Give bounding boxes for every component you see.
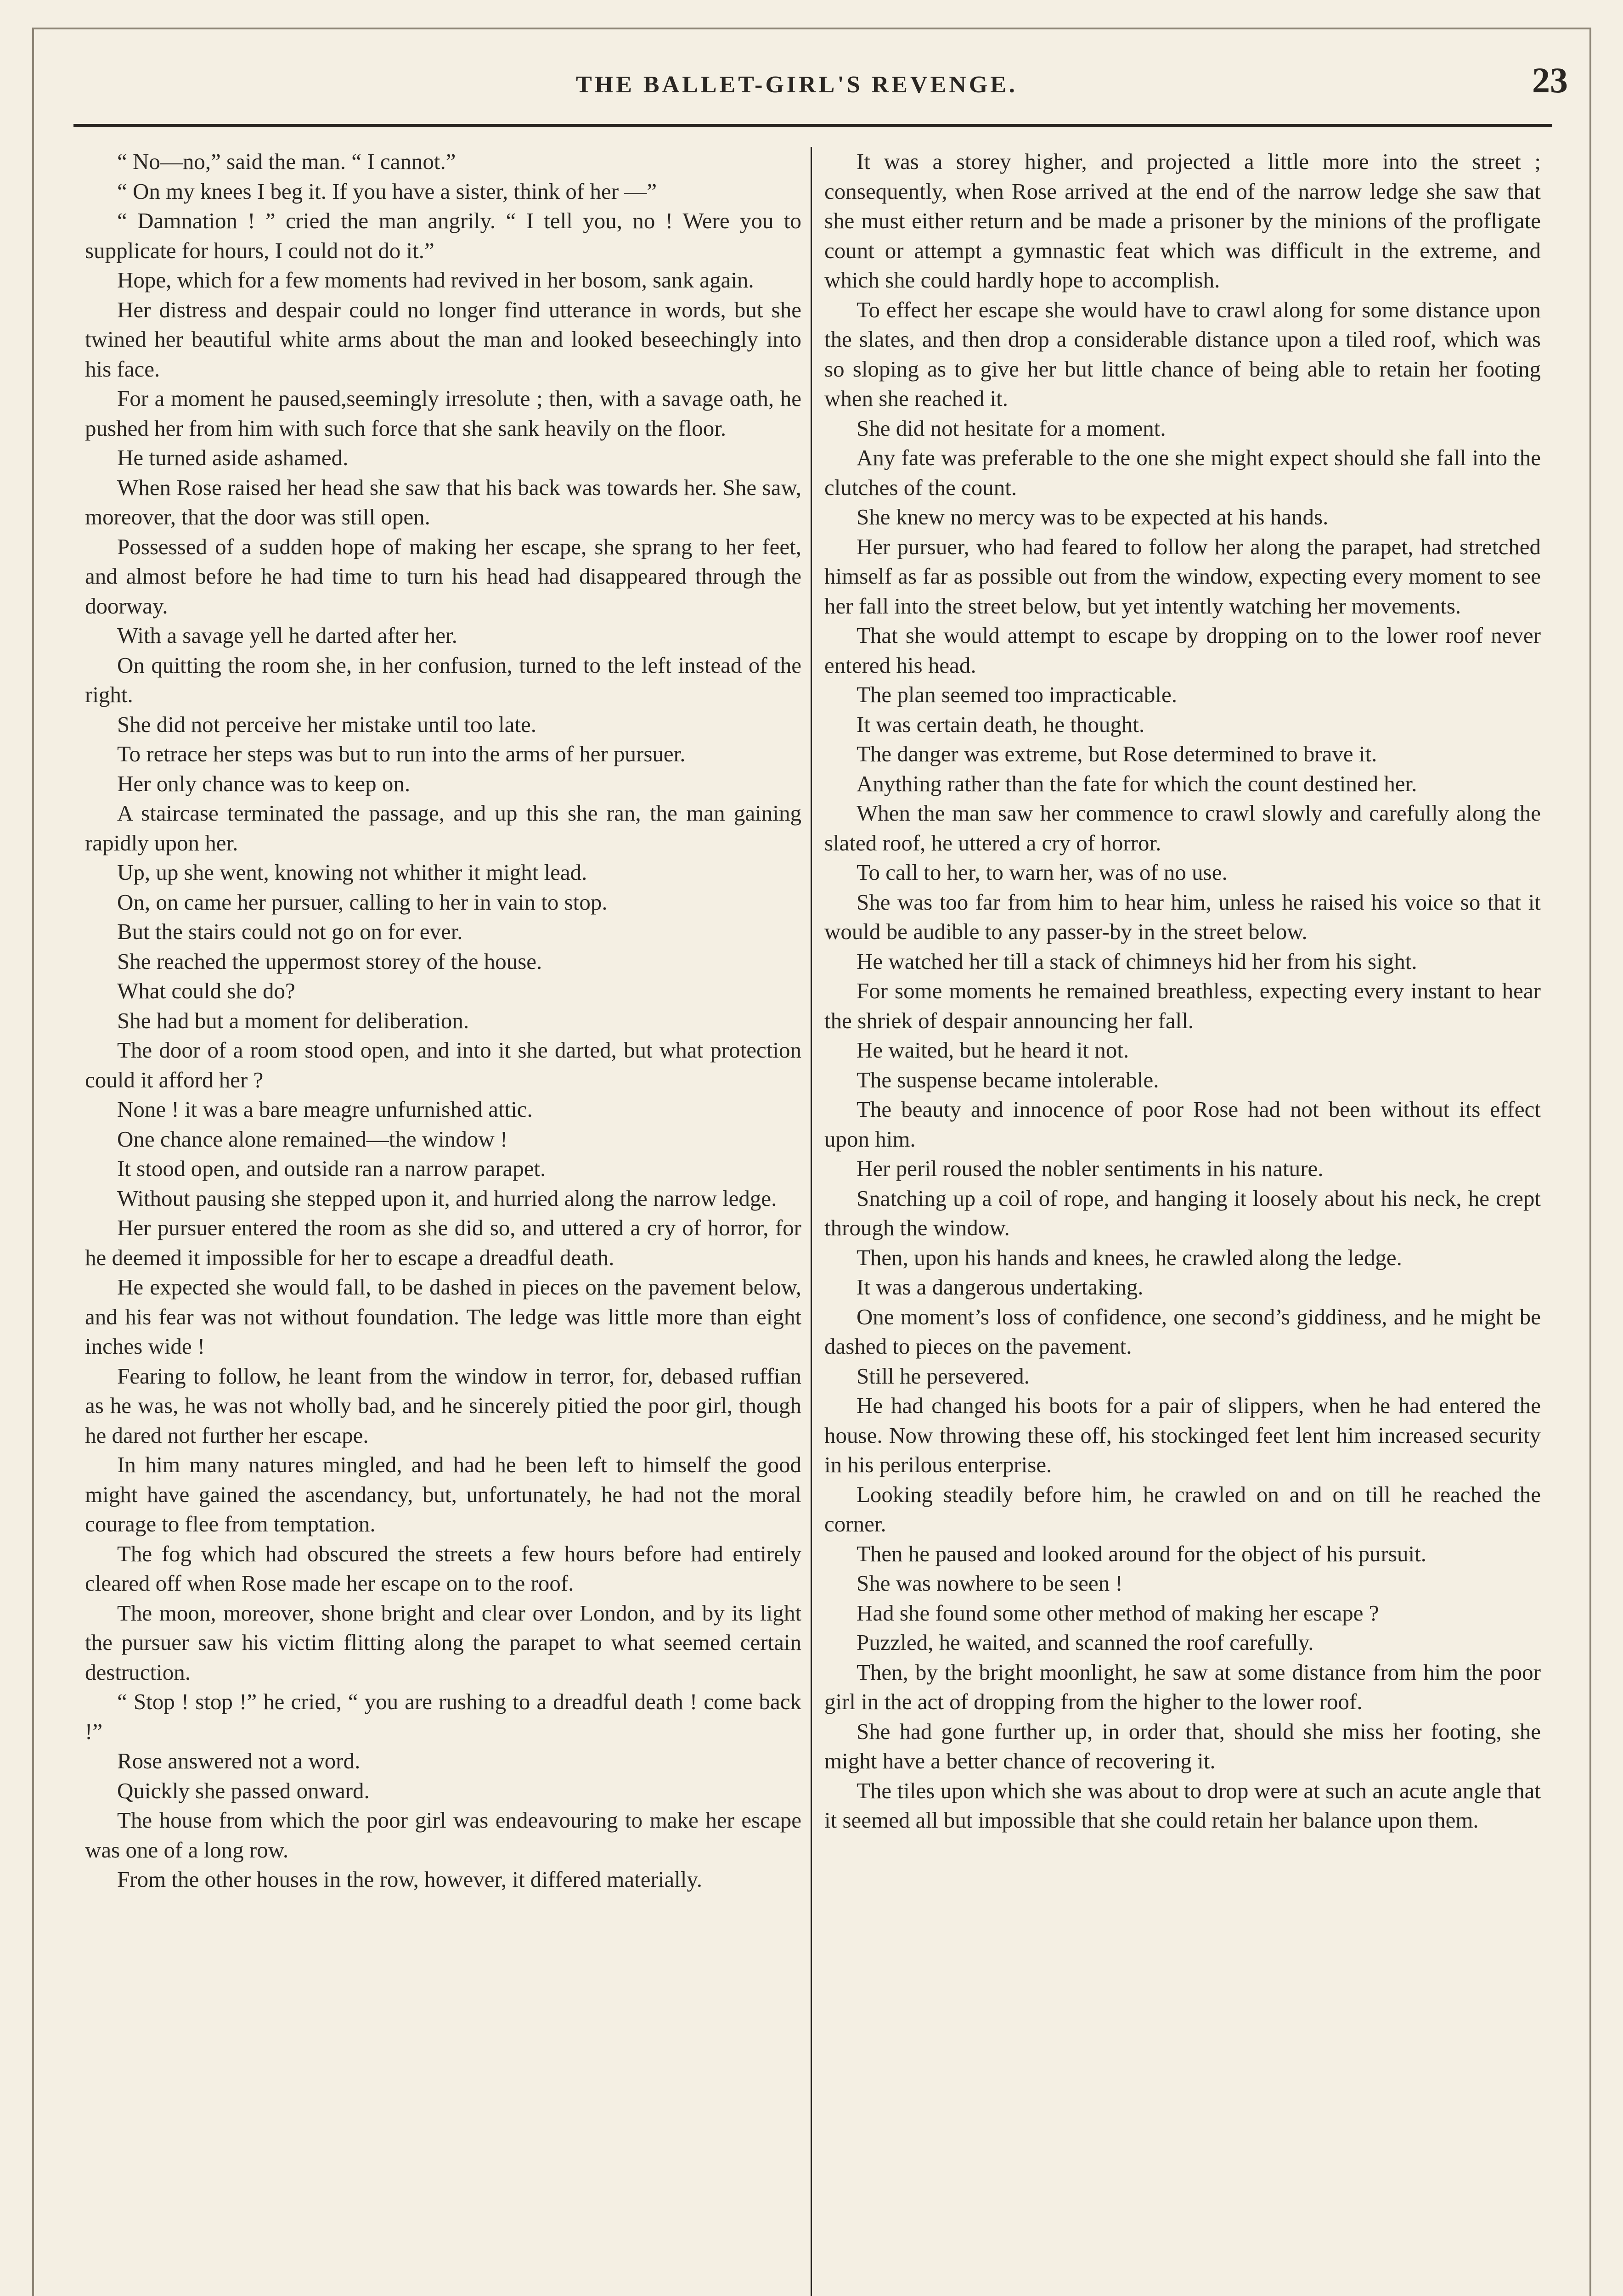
paragraph: Then, upon his hands and knees, he crawled along the ledge. — [857, 1244, 1402, 1270]
paragraph: Without pausing she stepped upon it, and hurried along the narrow ledge. — [117, 1185, 777, 1211]
paragraph: Looking steadily before him, he crawled on and on till he reached the corner. — [824, 1481, 1541, 1536]
paragraph: To call to her, to warn her, was of no use. — [857, 860, 1228, 885]
paragraph: Her only chance was to keep on. — [117, 771, 411, 796]
paragraph: For some moments he remained breathless, expecting every instant to hear the shriek of despair announcing her fall. — [824, 978, 1541, 1033]
paragraph: On quitting the room she, in her confusion, turned to the left instead of the right. — [85, 652, 801, 707]
paragraph: The fog which had obscured the streets a few hours before had entirely cleared off when Rose made her escape on to the roof. — [85, 1541, 801, 1596]
page-number: 23 — [1532, 60, 1568, 100]
paragraph: Rose answered not a word. — [117, 1748, 361, 1773]
paragraph: She was nowhere to be seen ! — [857, 1570, 1123, 1596]
paragraph: The beauty and innocence of poor Rose had not been without its effect upon him. — [824, 1097, 1541, 1152]
paragraph: “ No—no,” said the man. “ I cannot.” — [117, 149, 456, 174]
paragraph: Anything rather than the fate for which the count destined her. — [857, 771, 1417, 796]
paragraph: “ On my knees I beg it. If you have a sister, think of her —” — [117, 178, 657, 204]
paragraph: Had she found some other method of making her escape ? — [857, 1600, 1379, 1626]
paragraph: With a savage yell he darted after her. — [117, 623, 457, 648]
paragraph: She had but a moment for deliberation. — [117, 1007, 469, 1033]
paragraph: She did not perceive her mistake until too late. — [117, 711, 537, 737]
paragraph: That she would attempt to escape by dropping on to the lower roof never entered his head. — [824, 623, 1541, 678]
paragraph: Fearing to follow, he leant from the window in terror, for, debased ruffian as he was, he was not wholly bad, and he sincerely pitied the poor girl, though he dared not further her escape. — [85, 1363, 801, 1448]
paragraph: But the stairs could not go on for ever. — [117, 919, 463, 944]
paragraph: For a moment he paused,seemingly irresolute ; then, with a savage oath, he pushed her from him with such force that she sank heavily on the floor. — [85, 386, 801, 441]
paragraph: Her pursuer, who had feared to follow her along the parapet, had stretched himself as far as possible out from the window, expecting every moment to see her fall into the street below, but yet intently watching her movements. — [824, 534, 1541, 619]
right-column — [824, 147, 1541, 2296]
paragraph: On, on came her pursuer, calling to her in vain to stop. — [117, 889, 608, 915]
paragraph: None ! it was a bare meagre unfurnished attic. — [117, 1097, 533, 1122]
paragraph: What could she do? — [117, 978, 295, 1003]
paragraph: The danger was extreme, but Rose determined to brave it. — [857, 741, 1377, 766]
paragraph: “ Damnation ! ” cried the man angrily. “ I tell you, no ! Were you to supplicate for hours, I could not do it.” — [85, 208, 801, 263]
left-column — [85, 147, 801, 2296]
paragraph: Puzzled, he waited, and scanned the roof carefully. — [857, 1630, 1314, 1655]
paragraph: The tiles upon which she was about to drop were at such an acute angle that it seemed all but impossible that she could retain her balance upon them. — [824, 1778, 1541, 1833]
paragraph: He had changed his boots for a pair of slippers, when he had entered the house. Now throwing these off, his stockinged feet lent him increased security in his perilous enterprise. — [824, 1393, 1541, 1477]
paragraph: She did not hesitate for a moment. — [857, 415, 1166, 441]
paragraph: Still he persevered. — [857, 1363, 1030, 1389]
paragraph: Quickly she passed onward. — [117, 1778, 370, 1803]
paragraph: When Rose raised her head she saw that his back was towards her. She saw, moreover, that the door was still open. — [85, 474, 801, 529]
paragraph: It was certain death, he thought. — [857, 711, 1145, 737]
paragraph: Up, up she went, knowing not whither it might lead. — [117, 860, 587, 885]
column-divider — [811, 147, 812, 2296]
paragraph: The door of a room stood open, and into it she darted, but what protection could it afford her ? — [85, 1037, 801, 1092]
paragraph: “ Stop ! stop !” he cried, “ you are rushing to a dreadful death ! come back !” — [85, 1689, 801, 1744]
paragraph: From the other houses in the row, however, it differed materially. — [117, 1867, 702, 1892]
paragraph: Possessed of a sudden hope of making her escape, she sprang to her feet, and almost before he had time to turn his head had disappeared through the doorway. — [85, 534, 801, 619]
paragraph: He watched her till a stack of chimneys hid her from his sight. — [857, 948, 1417, 974]
paragraph: A staircase terminated the passage, and up this she ran, the man gaining rapidly upon her. — [85, 800, 801, 855]
paragraph: It was a storey higher, and projected a little more into the street ; consequently, when Rose arrived at the end of the narrow ledge she saw that she must either return and be made a prisoner by the minions of the profligate count or attempt a gymnastic feat which was difficult in the extreme, and which she could hardly hope to accomplish. — [824, 149, 1541, 293]
paragraph: Her peril roused the nobler sentiments in his nature. — [857, 1156, 1324, 1181]
paragraph: Any fate was preferable to the one she might expect should she fall into the clutches of the count. — [824, 445, 1541, 500]
paragraph: Snatching up a coil of rope, and hanging it loosely about his neck, he crept through the window. — [824, 1185, 1541, 1240]
paragraph: Then he paused and looked around for the object of his pursuit. — [857, 1541, 1427, 1566]
paragraph: One moment’s loss of confidence, one second’s giddiness, and he might be dashed to pieces on the pavement. — [824, 1304, 1541, 1359]
paragraph: Her distress and despair could no longer find utterance in words, but she twined her beautiful white arms about the man and looked beseechingly into his face. — [85, 297, 801, 382]
paragraph: The moon, moreover, shone bright and clear over London, and by its light the pursuer saw his victim flitting along the parapet to what seemed certain destruction. — [85, 1600, 801, 1685]
paragraph: In him many natures mingled, and had he been left to himself the good might have gained the ascendancy, but, unfortunately, he had not the moral courage to flee from temptation. — [85, 1452, 801, 1536]
paragraph: One chance alone remained—the window ! — [117, 1126, 508, 1152]
paragraph: The house from which the poor girl was endeavouring to make her escape was one of a long row. — [85, 1807, 801, 1863]
paragraph: She knew no mercy was to be expected at his hands. — [857, 504, 1329, 529]
paragraph: It stood open, and outside ran a narrow parapet. — [117, 1156, 546, 1181]
paragraph: Then, by the bright moonlight, he saw at some distance from him the poor girl in the act of dropping from the higher to the lower roof. — [824, 1659, 1541, 1714]
paragraph: He expected she would fall, to be dashed in pieces on the pavement below, and his fear was not without foundation. The ledge was little more than eight inches wide ! — [85, 1274, 801, 1359]
header-rule — [73, 124, 1552, 127]
paragraph: To effect her escape she would have to crawl along for some distance upon the slates, and then drop a considerable distance upon a tiled roof, which was so sloping as to give her but little chance of being able to retain her footing when she reached it. — [824, 297, 1541, 411]
paragraph: When the man saw her commence to crawl slowly and carefully along the slated roof, he uttered a cry of horror. — [824, 800, 1541, 855]
paragraph: She was too far from him to hear him, unless he raised his voice so that it would be audible to any passer-by in the street below. — [824, 889, 1541, 944]
running-title: THE BALLET-GIRL'S REVENGE. — [576, 72, 1018, 98]
paragraph: To retrace her steps was but to run into the arms of her pursuer. — [117, 741, 686, 766]
paragraph: Her pursuer entered the room as she did so, and uttered a cry of horror, for he deemed it impossible for her to escape a dreadful death. — [85, 1215, 801, 1270]
paragraph: She had gone further up, in order that, should she miss her footing, she might have a better chance of recovering it. — [824, 1718, 1541, 1773]
paragraph: Hope, which for a few moments had revived in her bosom, sank again. — [117, 267, 754, 293]
paragraph: She reached the uppermost storey of the house. — [117, 948, 542, 974]
paragraph: He waited, but he heard it not. — [857, 1037, 1129, 1063]
paragraph: The suspense became intolerable. — [857, 1067, 1159, 1092]
paragraph: He turned aside ashamed. — [117, 445, 349, 470]
paragraph: It was a dangerous undertaking. — [857, 1274, 1144, 1300]
paragraph: The plan seemed too impracticable. — [857, 682, 1177, 707]
